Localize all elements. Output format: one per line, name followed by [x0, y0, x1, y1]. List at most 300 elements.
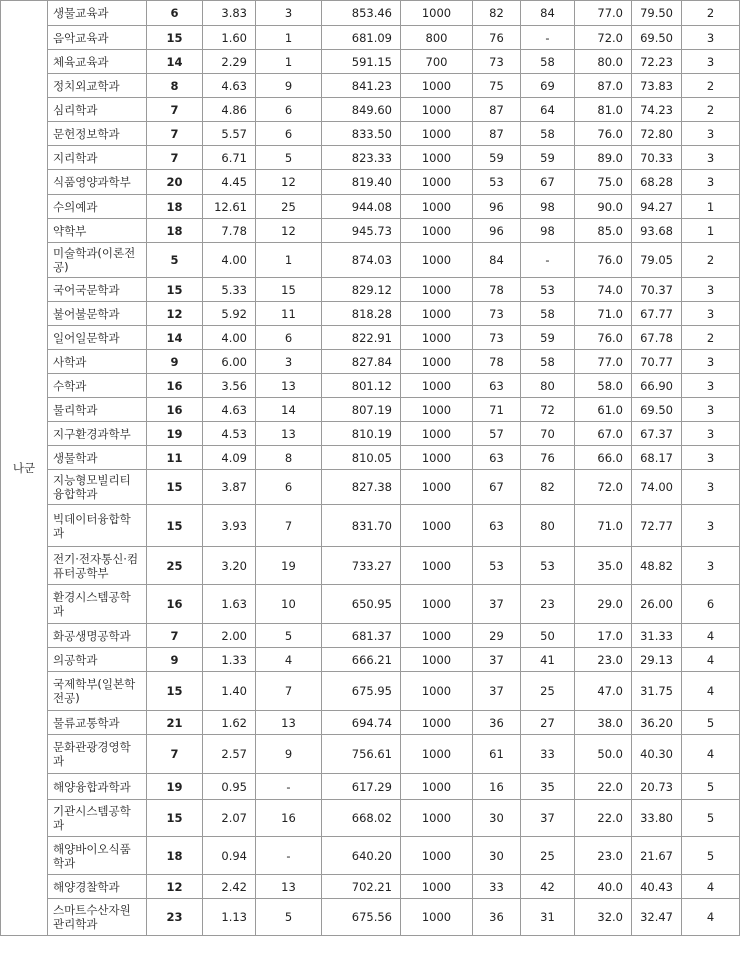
- cell-b: 80: [521, 505, 575, 547]
- cell-rank: 6: [256, 326, 322, 350]
- cell-avg: 68.28: [632, 170, 682, 195]
- cell-full: 800: [401, 26, 473, 50]
- cell-quota: 15: [147, 278, 203, 302]
- cell-a: 63: [473, 446, 521, 470]
- cell-name: 물리학과: [48, 398, 147, 422]
- cell-grade: 2: [682, 74, 740, 98]
- cell-full: 1000: [401, 243, 473, 278]
- cell-full: 1000: [401, 422, 473, 446]
- cell-grade: 3: [682, 278, 740, 302]
- cell-c: 81.0: [575, 98, 632, 122]
- cell-name: 해양바이오식품학과: [48, 837, 147, 875]
- cell-b: 98: [521, 195, 575, 219]
- cell-avg: 36.20: [632, 711, 682, 735]
- cell-c: 72.0: [575, 26, 632, 50]
- cell-b: 53: [521, 278, 575, 302]
- cell-c: 66.0: [575, 446, 632, 470]
- cell-avg: 73.83: [632, 74, 682, 98]
- cell-a: 53: [473, 170, 521, 195]
- cell-grade: 3: [682, 374, 740, 398]
- cell-grade: 3: [682, 50, 740, 74]
- table-row: [1, 302, 740, 326]
- cell-rank: 19: [256, 547, 322, 585]
- cell-grade: 3: [682, 398, 740, 422]
- cell-name: 국어국문학과: [48, 278, 147, 302]
- cell-name: 문헌정보학과: [48, 122, 147, 146]
- cell-rate: 2.42: [203, 875, 256, 899]
- cell-score: 591.15: [322, 50, 401, 74]
- cell-a: 73: [473, 326, 521, 350]
- cell-a: 78: [473, 278, 521, 302]
- cell-c: 38.0: [575, 711, 632, 735]
- cell-avg: 74.23: [632, 98, 682, 122]
- cell-c: 22.0: [575, 774, 632, 800]
- cell-c: 22.0: [575, 800, 632, 837]
- cell-b: 67: [521, 170, 575, 195]
- cell-score: 874.03: [322, 243, 401, 278]
- cell-rank: 16: [256, 800, 322, 837]
- table-row: [1, 672, 740, 711]
- cell-rate: 6.00: [203, 350, 256, 374]
- cell-name: 해양경찰학과: [48, 875, 147, 899]
- cell-full: 1000: [401, 170, 473, 195]
- cell-rank: 13: [256, 374, 322, 398]
- cell-avg: 69.50: [632, 26, 682, 50]
- cell-quota: 15: [147, 672, 203, 711]
- cell-score: 827.38: [322, 470, 401, 505]
- cell-score: 681.09: [322, 26, 401, 50]
- cell-avg: 94.27: [632, 195, 682, 219]
- cell-quota: 16: [147, 585, 203, 624]
- cell-score: 819.40: [322, 170, 401, 195]
- cell-grade: 2: [682, 98, 740, 122]
- table-row: [1, 243, 740, 278]
- cell-name: 생물학과: [48, 446, 147, 470]
- cell-a: 78: [473, 350, 521, 374]
- cell-quota: 9: [147, 350, 203, 374]
- cell-name: 지능형모빌리티융합학과: [48, 470, 147, 505]
- cell-rate: 12.61: [203, 195, 256, 219]
- cell-avg: 40.30: [632, 735, 682, 774]
- cell-b: 98: [521, 219, 575, 243]
- cell-name: 체육교육과: [48, 50, 147, 74]
- cell-full: 1000: [401, 585, 473, 624]
- table-row: [1, 899, 740, 936]
- cell-grade: 4: [682, 624, 740, 648]
- cell-name: 미술학과(이론전공): [48, 243, 147, 278]
- cell-full: 1000: [401, 1, 473, 26]
- cell-grade: 3: [682, 547, 740, 585]
- cell-full: 1000: [401, 505, 473, 547]
- cell-b: 59: [521, 326, 575, 350]
- table-row: [1, 26, 740, 50]
- cell-full: 1000: [401, 547, 473, 585]
- cell-avg: 67.78: [632, 326, 682, 350]
- cell-c: 72.0: [575, 470, 632, 505]
- cell-full: 1000: [401, 837, 473, 875]
- cell-score: 675.56: [322, 899, 401, 936]
- table-row: [1, 1, 740, 26]
- cell-score: 617.29: [322, 774, 401, 800]
- cell-avg: 20.73: [632, 774, 682, 800]
- table-row: [1, 547, 740, 585]
- cell-name: 일어일문학과: [48, 326, 147, 350]
- cell-rank: 6: [256, 122, 322, 146]
- cell-grade: 3: [682, 446, 740, 470]
- cell-c: 47.0: [575, 672, 632, 711]
- cell-avg: 31.33: [632, 624, 682, 648]
- cell-rank: -: [256, 774, 322, 800]
- cell-a: 53: [473, 547, 521, 585]
- cell-grade: 4: [682, 648, 740, 672]
- cell-c: 77.0: [575, 350, 632, 374]
- cell-a: 37: [473, 585, 521, 624]
- cell-score: 829.12: [322, 278, 401, 302]
- cell-rank: 12: [256, 170, 322, 195]
- table-row: [1, 278, 740, 302]
- cell-rank: 13: [256, 875, 322, 899]
- cell-rate: 2.07: [203, 800, 256, 837]
- cell-grade: 3: [682, 505, 740, 547]
- cell-quota: 23: [147, 899, 203, 936]
- cell-c: 76.0: [575, 122, 632, 146]
- cell-avg: 31.75: [632, 672, 682, 711]
- cell-c: 35.0: [575, 547, 632, 585]
- cell-name: 문화관광경영학과: [48, 735, 147, 774]
- cell-b: 42: [521, 875, 575, 899]
- cell-name: 국제학부(일본학전공): [48, 672, 147, 711]
- cell-grade: 3: [682, 302, 740, 326]
- cell-grade: 6: [682, 585, 740, 624]
- cell-rank: 9: [256, 74, 322, 98]
- cell-avg: 48.82: [632, 547, 682, 585]
- cell-rank: 8: [256, 446, 322, 470]
- cell-grade: 5: [682, 711, 740, 735]
- cell-quota: 7: [147, 98, 203, 122]
- cell-quota: 12: [147, 302, 203, 326]
- cell-b: 69: [521, 74, 575, 98]
- cell-avg: 79.50: [632, 1, 682, 26]
- cell-grade: 5: [682, 800, 740, 837]
- cell-rate: 4.53: [203, 422, 256, 446]
- cell-full: 1000: [401, 398, 473, 422]
- cell-full: 1000: [401, 302, 473, 326]
- cell-rank: 6: [256, 98, 322, 122]
- cell-score: 807.19: [322, 398, 401, 422]
- table-row: [1, 146, 740, 170]
- table-row: [1, 711, 740, 735]
- cell-name: 환경시스템공학과: [48, 585, 147, 624]
- cell-a: 82: [473, 1, 521, 26]
- cell-avg: 33.80: [632, 800, 682, 837]
- cell-c: 77.0: [575, 1, 632, 26]
- cell-b: 25: [521, 837, 575, 875]
- table-row: [1, 350, 740, 374]
- cell-rate: 1.63: [203, 585, 256, 624]
- cell-avg: 70.77: [632, 350, 682, 374]
- cell-b: 59: [521, 146, 575, 170]
- cell-quota: 20: [147, 170, 203, 195]
- cell-rate: 3.20: [203, 547, 256, 585]
- cell-avg: 67.37: [632, 422, 682, 446]
- cell-grade: 4: [682, 735, 740, 774]
- cell-score: 823.33: [322, 146, 401, 170]
- cell-full: 1000: [401, 774, 473, 800]
- cell-b: -: [521, 243, 575, 278]
- cell-full: 1000: [401, 470, 473, 505]
- cell-a: 63: [473, 505, 521, 547]
- cell-avg: 29.13: [632, 648, 682, 672]
- cell-rank: 3: [256, 350, 322, 374]
- cell-rate: 3.93: [203, 505, 256, 547]
- cell-score: 675.95: [322, 672, 401, 711]
- cell-quota: 7: [147, 624, 203, 648]
- cell-rate: 5.33: [203, 278, 256, 302]
- table-row: [1, 585, 740, 624]
- cell-score: 681.37: [322, 624, 401, 648]
- table-row: [1, 122, 740, 146]
- cell-grade: 5: [682, 774, 740, 800]
- table-row: [1, 648, 740, 672]
- cell-rank: 3: [256, 1, 322, 26]
- cell-rank: 9: [256, 735, 322, 774]
- cell-rank: 15: [256, 278, 322, 302]
- cell-a: 16: [473, 774, 521, 800]
- cell-c: 61.0: [575, 398, 632, 422]
- cell-quota: 14: [147, 326, 203, 350]
- cell-avg: 72.23: [632, 50, 682, 74]
- cell-full: 1000: [401, 326, 473, 350]
- cell-c: 50.0: [575, 735, 632, 774]
- cell-rate: 2.57: [203, 735, 256, 774]
- cell-rate: 2.29: [203, 50, 256, 74]
- cell-quota: 16: [147, 398, 203, 422]
- cell-full: 1000: [401, 875, 473, 899]
- cell-score: 694.74: [322, 711, 401, 735]
- cell-score: 945.73: [322, 219, 401, 243]
- cell-score: 853.46: [322, 1, 401, 26]
- cell-full: 1000: [401, 711, 473, 735]
- cell-a: 33: [473, 875, 521, 899]
- cell-c: 40.0: [575, 875, 632, 899]
- cell-full: 1000: [401, 800, 473, 837]
- cell-name: 의공학과: [48, 648, 147, 672]
- cell-quota: 15: [147, 26, 203, 50]
- cell-rate: 4.09: [203, 446, 256, 470]
- cell-c: 17.0: [575, 624, 632, 648]
- cell-c: 32.0: [575, 899, 632, 936]
- cell-a: 30: [473, 837, 521, 875]
- cell-quota: 21: [147, 711, 203, 735]
- cell-quota: 7: [147, 735, 203, 774]
- cell-c: 75.0: [575, 170, 632, 195]
- cell-quota: 12: [147, 875, 203, 899]
- cell-b: 25: [521, 672, 575, 711]
- cell-quota: 16: [147, 374, 203, 398]
- cell-name: 약학부: [48, 219, 147, 243]
- cell-avg: 66.90: [632, 374, 682, 398]
- cell-rate: 4.45: [203, 170, 256, 195]
- cell-score: 827.84: [322, 350, 401, 374]
- cell-quota: 8: [147, 74, 203, 98]
- cell-b: 58: [521, 350, 575, 374]
- cell-score: 640.20: [322, 837, 401, 875]
- cell-b: 84: [521, 1, 575, 26]
- cell-avg: 26.00: [632, 585, 682, 624]
- cell-name: 불어불문학과: [48, 302, 147, 326]
- cell-b: 58: [521, 122, 575, 146]
- cell-name: 화공생명공학과: [48, 624, 147, 648]
- cell-name: 스마트수산자원관리학과: [48, 899, 147, 936]
- cell-full: 1000: [401, 374, 473, 398]
- cell-avg: 40.43: [632, 875, 682, 899]
- cell-avg: 72.77: [632, 505, 682, 547]
- cell-avg: 93.68: [632, 219, 682, 243]
- cell-name: 심리학과: [48, 98, 147, 122]
- cell-name: 수의예과: [48, 195, 147, 219]
- cell-rate: 1.60: [203, 26, 256, 50]
- cell-grade: 2: [682, 1, 740, 26]
- cell-quota: 15: [147, 505, 203, 547]
- cell-avg: 72.80: [632, 122, 682, 146]
- cell-rank: 13: [256, 422, 322, 446]
- cell-score: 702.21: [322, 875, 401, 899]
- table-row: [1, 837, 740, 875]
- cell-c: 23.0: [575, 648, 632, 672]
- cell-full: 1000: [401, 195, 473, 219]
- cell-rank: 1: [256, 26, 322, 50]
- cell-grade: 2: [682, 326, 740, 350]
- cell-a: 37: [473, 672, 521, 711]
- cell-rate: 4.00: [203, 243, 256, 278]
- cell-a: 87: [473, 122, 521, 146]
- cell-name: 사학과: [48, 350, 147, 374]
- cell-rank: 10: [256, 585, 322, 624]
- cell-b: 37: [521, 800, 575, 837]
- cell-rate: 3.87: [203, 470, 256, 505]
- cell-full: 1000: [401, 350, 473, 374]
- cell-b: 70: [521, 422, 575, 446]
- cell-c: 74.0: [575, 278, 632, 302]
- cell-name: 물류교통학과: [48, 711, 147, 735]
- cell-quota: 14: [147, 50, 203, 74]
- cell-quota: 15: [147, 470, 203, 505]
- cell-avg: 21.67: [632, 837, 682, 875]
- table-row: [1, 735, 740, 774]
- table-row: [1, 195, 740, 219]
- cell-rank: 7: [256, 505, 322, 547]
- cell-score: 831.70: [322, 505, 401, 547]
- cell-name: 음악교육과: [48, 26, 147, 50]
- cell-full: 1000: [401, 735, 473, 774]
- cell-score: 650.95: [322, 585, 401, 624]
- cell-a: 63: [473, 374, 521, 398]
- table-row: [1, 800, 740, 837]
- cell-grade: 5: [682, 837, 740, 875]
- cell-quota: 5: [147, 243, 203, 278]
- cell-rate: 4.63: [203, 398, 256, 422]
- cell-a: 36: [473, 899, 521, 936]
- cell-score: 810.05: [322, 446, 401, 470]
- cell-rate: 1.13: [203, 899, 256, 936]
- cell-rank: 5: [256, 624, 322, 648]
- cell-score: 944.08: [322, 195, 401, 219]
- cell-c: 76.0: [575, 243, 632, 278]
- table-row: [1, 398, 740, 422]
- cell-b: 33: [521, 735, 575, 774]
- cell-quota: 7: [147, 122, 203, 146]
- cell-avg: 70.37: [632, 278, 682, 302]
- cell-score: 801.12: [322, 374, 401, 398]
- cell-name: 생물교육과: [48, 1, 147, 26]
- cell-a: 73: [473, 302, 521, 326]
- cell-avg: 32.47: [632, 899, 682, 936]
- cell-rank: -: [256, 837, 322, 875]
- cell-quota: 18: [147, 195, 203, 219]
- cell-score: 822.91: [322, 326, 401, 350]
- cell-a: 57: [473, 422, 521, 446]
- table-row: [1, 446, 740, 470]
- cell-a: 73: [473, 50, 521, 74]
- cell-avg: 68.17: [632, 446, 682, 470]
- cell-c: 58.0: [575, 374, 632, 398]
- cell-rank: 12: [256, 219, 322, 243]
- cell-c: 87.0: [575, 74, 632, 98]
- cell-full: 1000: [401, 146, 473, 170]
- cell-rank: 5: [256, 146, 322, 170]
- cell-a: 30: [473, 800, 521, 837]
- cell-rank: 13: [256, 711, 322, 735]
- cell-quota: 18: [147, 837, 203, 875]
- table-row: [1, 74, 740, 98]
- cell-grade: 3: [682, 146, 740, 170]
- table-row: [1, 170, 740, 195]
- cell-full: 1000: [401, 648, 473, 672]
- cell-c: 76.0: [575, 326, 632, 350]
- cell-c: 90.0: [575, 195, 632, 219]
- cell-b: 76: [521, 446, 575, 470]
- cell-b: 72: [521, 398, 575, 422]
- table-body: [1, 1, 740, 936]
- cell-a: 75: [473, 74, 521, 98]
- cell-a: 96: [473, 195, 521, 219]
- cell-rank: 5: [256, 899, 322, 936]
- cell-score: 756.61: [322, 735, 401, 774]
- cell-full: 1000: [401, 98, 473, 122]
- cell-name: 빅데이터융합학과: [48, 505, 147, 547]
- cell-a: 37: [473, 648, 521, 672]
- cell-full: 700: [401, 50, 473, 74]
- cell-full: 1000: [401, 899, 473, 936]
- cell-rank: 6: [256, 470, 322, 505]
- cell-rate: 4.00: [203, 326, 256, 350]
- cell-b: 80: [521, 374, 575, 398]
- cell-rank: 25: [256, 195, 322, 219]
- cell-full: 1000: [401, 446, 473, 470]
- cell-grade: 1: [682, 195, 740, 219]
- table-row: [1, 470, 740, 505]
- cell-grade: 4: [682, 875, 740, 899]
- cell-b: 31: [521, 899, 575, 936]
- table-row: [1, 98, 740, 122]
- cell-c: 67.0: [575, 422, 632, 446]
- cell-b: 23: [521, 585, 575, 624]
- cell-name: 지리학과: [48, 146, 147, 170]
- cell-b: 58: [521, 50, 575, 74]
- cell-a: 59: [473, 146, 521, 170]
- cell-b: 27: [521, 711, 575, 735]
- cell-a: 96: [473, 219, 521, 243]
